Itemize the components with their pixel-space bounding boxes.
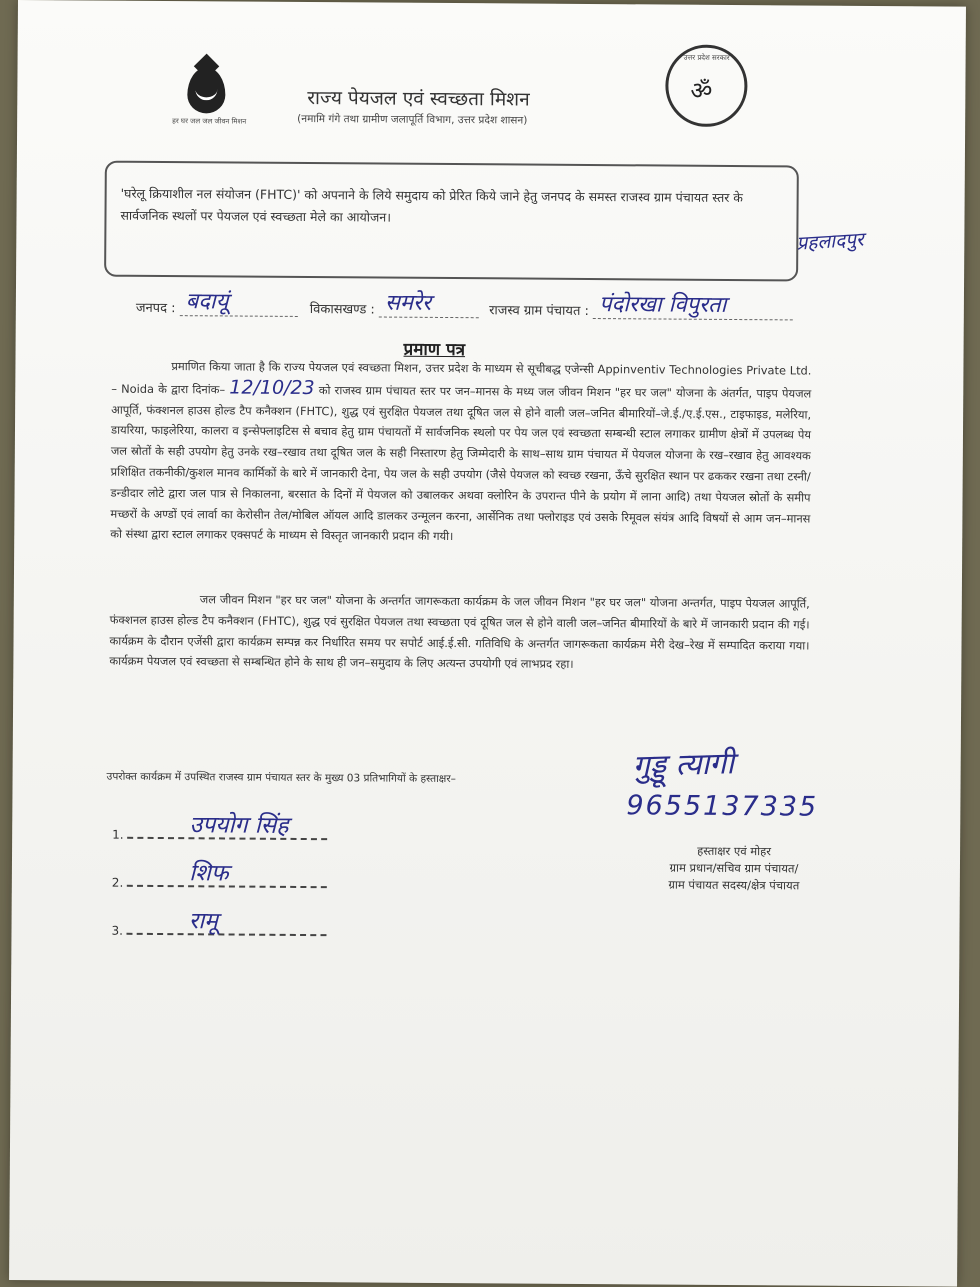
panchayat-value: पंदोरखा विपुरता	[599, 292, 727, 318]
mission-subtitle: (नमामि गंगे तथा ग्रामीण जलापूर्ति विभाग, उत्तर प्रदेश शासन)	[297, 112, 528, 127]
emblem-mark-icon: ॐ	[690, 76, 713, 105]
block-field	[379, 290, 479, 319]
paragraph-1-part-a: प्रमाणित किया जाता है कि राज्य पेयजल एवं स्वच्छता मिशन, उत्तर प्रदेश के माध्यम से सूचीबद्ध एजेन्सी Appinventiv Technologies Private Ltd. – Noida के द्वारा दिनांक–	[111, 359, 812, 397]
signatory-signature: गुड्डू त्यागी	[632, 746, 735, 785]
participant-row	[111, 860, 327, 892]
signatory-role-1: ग्राम प्रधान/सचिव ग्राम पंचायत/	[669, 860, 799, 876]
paragraph-1-part-b: को राजस्व ग्राम पंचायत स्तर पर जन–मानस के मध्य जल जीवन मिशन "हर घर जल" योजना के अंतर्गत, पाइप पेयजल आपूर्ति, फंक्शनल हाउस होल्ड टैप कनैक्शन (FHTC), शुद्ध एवं सुरक्षित पेयजल तथा दूषित जल से होने वाली जल–जनित बीमारियों–जे.ई./ए.ई.एस., टाइफाइड, मलेरिया, डायरिया, फाइलेरिया, कालरा व इन्सेफ्लाइटिस से बचाव हेतु ग्राम पंचायतों में सार्वजनिक स्थलो पर पेय जल एवं स्वच्छता सम्बन्धी स्टाल लगाकर ग्रामीण क्षेत्रों में उपलब्ध पेय जल स्रोतों के सही उपयोग हेतु उनके रख–रखाव तथा दूषित जल के सही निस्तारण हेतु जिम्मेदारी के साथ–साथ ग्राम पंचायत में पेयजल योजना के रख–रखाव हेतु आवश्यक प्रशिक्षित तकनीकी/कुशल मानव कार्मिकों के बारे में जानकारी देना, पेय जल के सही उपयोग (जैसे पेयजल को स्वच्छ रखना, ऊँचे सुरक्षित स्थान पर ढककर रखना तथा टस्नी/डन्डीदार लोटे द्वारा जल पात्र से निकालना, बरसात के दिनों में पेयजल को उबालकर अथवा क्लोरिन के उपरान्त पीने के प्रयोग में लाना आदि) तथा पेयजल स्रोतों के समीप मच्छरों के अण्डों एवं लार्वा का केरोसीन तेल/मोबिल ऑयल आदि डालकर उन्मूलन करना, आर्सेनिक तथा फ्लोराइड एवं उसके रिमूवल संयंत्र आदि विषयों से आम जन–मानस को संस्था द्वारा स्टाल लगाकर एक्सपर्ट के माध्यम से विस्तृत जानकारी प्रदान की गयी।	[110, 382, 812, 544]
participant-signature: रामू	[188, 908, 219, 935]
participant-line	[127, 812, 327, 840]
participant-number: 2.	[111, 875, 124, 890]
signatory-role-2: ग्राम पंचायत सदस्य/क्षेत्र पंचायत	[668, 877, 800, 893]
certificate-title: प्रमाण पत्र	[403, 339, 466, 361]
mission-title: राज्य पेयजल एवं स्वच्छता मिशन	[307, 87, 530, 111]
signature-seal-label: हस्ताक्षर एवं मोहर	[697, 843, 772, 859]
participant-row	[112, 812, 327, 844]
handwritten-village-note: प्रहलादपुर	[795, 228, 865, 255]
signatory-caption	[614, 842, 854, 895]
block-label: विकासखण्ड :	[309, 302, 375, 318]
participant-signature: उपयोग सिंह	[189, 812, 289, 839]
district-value: बदायूं	[185, 289, 229, 315]
participant-line	[127, 908, 327, 936]
panchayat-field	[593, 292, 793, 320]
participant-row	[111, 908, 326, 940]
water-drop-icon	[187, 67, 225, 113]
block-value: समरेर	[384, 290, 432, 316]
subject-text: 'घरेलू क्रियाशील नल संयोजन (FHTC)' को अपनाने के लिये समुदाय को प्रेरित किये जाने हेतु जनपद के समस्त राजस्व ग्राम पंचायत स्तर के सार्वजनिक स्थलों पर पेयजल एवं स्वच्छता मेले का आयोजन।	[120, 185, 743, 225]
district-label: जनपद :	[135, 300, 176, 317]
panchayat-label: राजस्व ग्राम पंचायत :	[489, 303, 589, 319]
certificate-paragraph-1	[110, 356, 811, 550]
district-field	[180, 289, 298, 317]
participant-number: 1.	[112, 827, 124, 842]
participant-number: 3.	[111, 923, 124, 938]
emblem-text: उत्तर प्रदेश सरकार	[683, 53, 730, 62]
attendees-note: उपरोक्त कार्यक्रम में उपस्थित राजस्व ग्राम पंचायत स्तर के मुख्य 03 प्रतिभागियों के हस्ताक्षर–	[106, 770, 456, 786]
jal-jeevan-logo	[169, 65, 250, 156]
location-fields	[135, 289, 936, 322]
participant-signature: शिफ	[189, 860, 229, 887]
document-sheet	[9, 0, 966, 1287]
handwritten-date: 12/10/23	[229, 376, 315, 399]
signatory-phone: 9655137335	[626, 790, 819, 823]
up-government-emblem	[665, 45, 748, 128]
participant-line	[127, 860, 327, 888]
certificate-paragraph-2: जल जीवन मिशन "हर घर जल" योजना के अन्तर्गत जागरूकता कार्यक्रम के जल जीवन मिशन "हर घर जल" योजना अन्तर्गत, पाइप पेयजल आपूर्ति, फंक्शनल हाउस होल्ड टैप कनैक्शन (FHTC), शुद्ध एवं सुरक्षित पेयजल तथा स्वच्छता एवं दूषित जल से होने वाली जल–जनित बीमारियों के बारे में जानकारी प्रदान की गई। कार्यक्रम के दौरान एजेंसी द्वारा कार्यक्रम सम्पन्न कर निर्धारित समय पर सपोर्ट आई.ई.सी. गतिविधि के अन्तर्गत जागरूकता कार्यक्रम मेरी देख–रेख में सम्पादित कराया गया। कार्यक्रम पेयजल एवं स्वच्छता से सम्बन्धित होने के साथ ही जन–समुदाय के लिए अत्यन्त उपयोगी एवं लाभप्रद रहा।	[109, 592, 810, 672]
logo-tagline: हर घर जल जल जीवन मिशन	[172, 117, 247, 126]
